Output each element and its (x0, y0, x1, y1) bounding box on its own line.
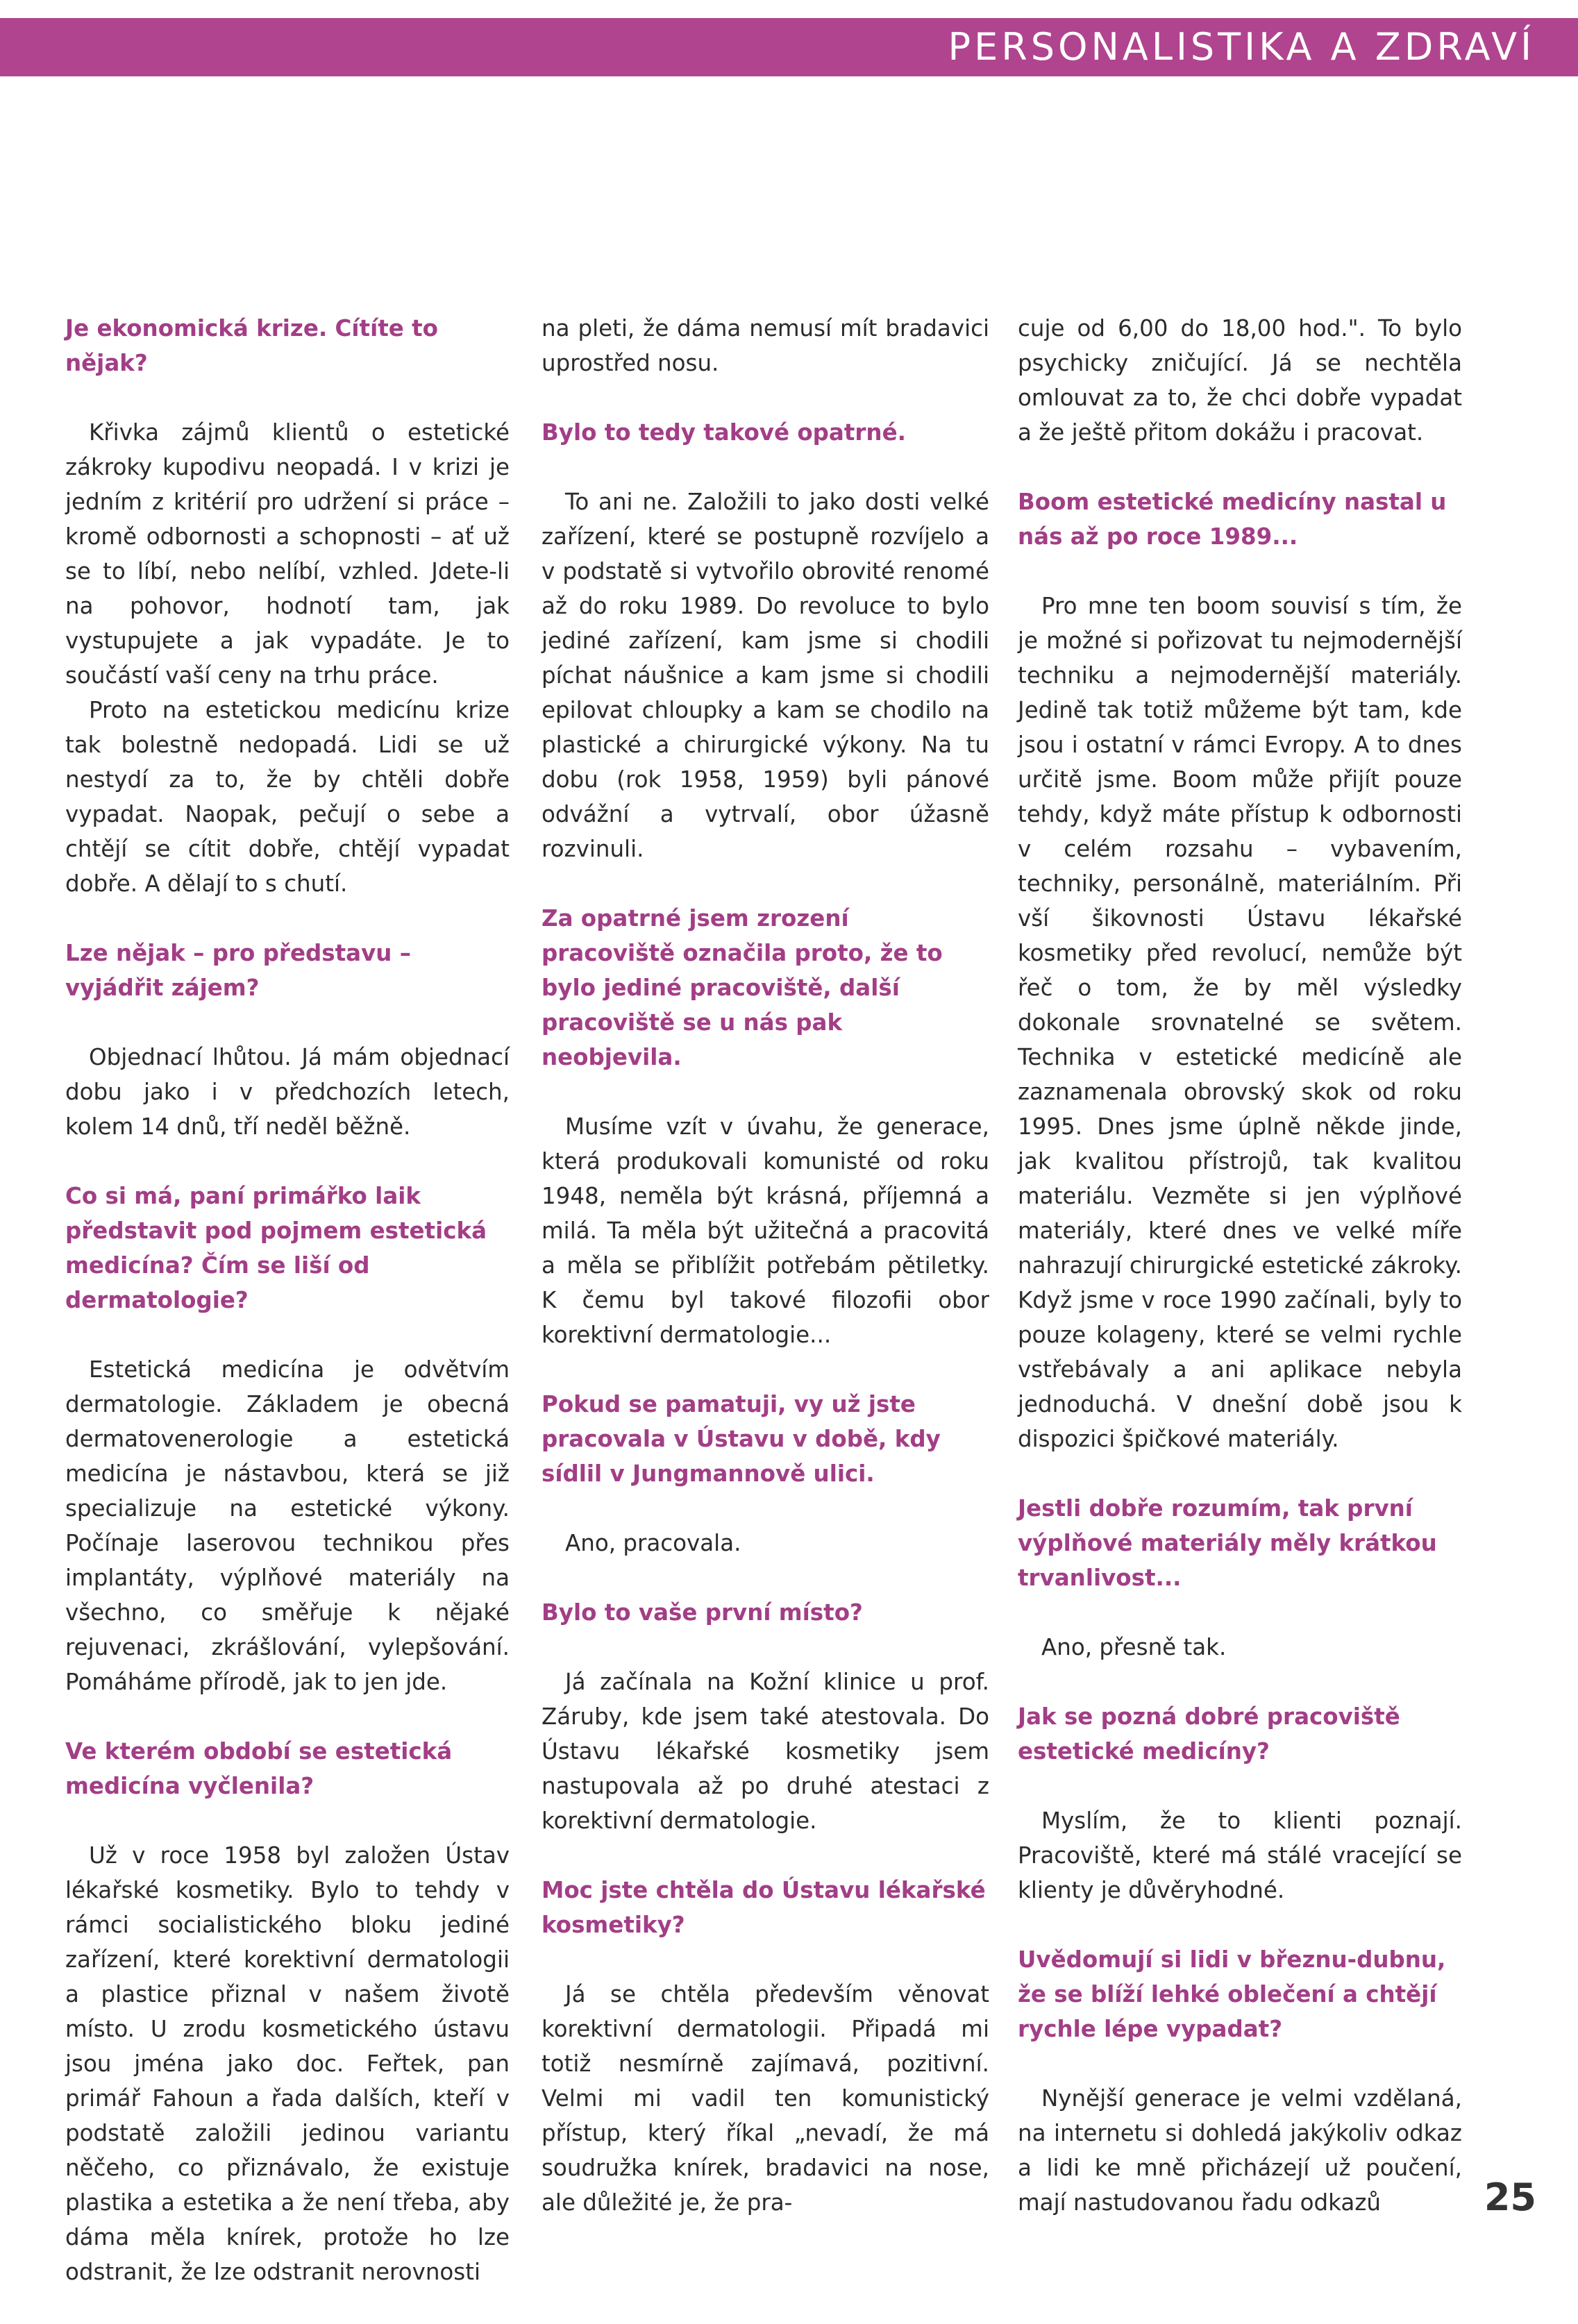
interview-answer (542, 1526, 989, 1560)
answer-paragraph: Myslím, že to klienti poznají. Pracoviště, které má stálé vracející se klienty je důvěryhodné. (1018, 1808, 1462, 1903)
interview-answer (542, 1109, 989, 1352)
answer-paragraph: Objednací lhůtou. Já mám objednací dobu jako i v předchozích letech, kolem 14 dnů, tří neděl běžně. (65, 1044, 510, 1140)
answer-paragraph: Proto na estetickou medicínu krize tak bolestně nedopadá. Lidi se už nestydí za to, že by chtěli dobře vypadat. Naopak, pečují o sebe a chtějí se cítit dobře, chtějí vypadat dobře. A dělají to s chutí. (65, 697, 510, 897)
interview-question: Jak se pozná dobré pracoviště estetické medicíny? (1018, 1703, 1400, 1765)
page-number: 25 (1484, 2175, 1536, 2219)
answer-paragraph: Křivka zájmů klientů o estetické zákroky kupodivu neopadá. I v krizi je jedním z kritérií pro udržení si práce – kromě odbornosti a schopnosti – ať už se to líbí, nebo nelíbí, vzhled. Jdete-li na pohovor, hodnotí tam, jak vystupujete a jak vypadáte. Je to součástí vaší ceny na trhu práce. (65, 419, 510, 689)
interview-answer (1018, 589, 1462, 1456)
section-header-bar (0, 18, 1578, 76)
answer-paragraph: na pleti, že dáma nemusí mít bradavici uprostřed nosu. (542, 315, 989, 376)
interview-answer (65, 1352, 510, 1699)
answer-paragraph: Musíme vzít v úvahu, že generace, která produkovali komunisté od roku 1948, neměla být krásná, příjemná a milá. Ta měla být užitečná a pracovitá a měla se přiblížit potřebám pětiletky. K čemu byl takové filozofii obor korektivní dermatologie... (542, 1113, 989, 1348)
answer-paragraph: Nynější generace je velmi vzdělaná, na internetu si dohledá jakýkoliv odkaz a lidi ke mně přicházejí už poučení, mají nastudovanou řadu odkazů (1018, 2085, 1462, 2216)
answer-paragraph: Estetická medicína je odvětvím dermatologie. Základem je obecná dermatovenerologie a estetická medicína je nástavbou, která se již specializuje na estetické výkony. Počínaje laserovou technikou přes implantáty, výplňové materiály na všechno, co směřuje k nějaké rejuvenaci, zkrášlování, vylepšování. Pomáháme přírodě, jak to jen jde. (65, 1356, 510, 1695)
interview-question: Co si má, paní primářko laik představit pod pojmem estetická medicína? Čím se liší od dermatologie? (65, 1183, 487, 1313)
interview-answer (1018, 1803, 1462, 1908)
interview-question: Boom estetické medicíny nastal u nás až po roce 1989... (1018, 489, 1447, 550)
interview-answer (542, 1977, 989, 2220)
interview-answer (65, 415, 510, 901)
answer-paragraph: Já se chtěla především věnovat korektivní dermatologii. Připadá mi totiž nesmírně zajímavá, pozitivní. Velmi mi vadil ten komunistický přístup, který říkal „nevadí, že má soudružka knírek, bradavici na nose, ale důležité je, že pra- (542, 1981, 989, 2216)
interview-question: Bylo to tedy takové opatrné. (542, 419, 906, 446)
interview-answer (65, 1040, 510, 1144)
interview-answer (542, 485, 989, 866)
section-label: PERSONALISTIKA A ZDRAVÍ (948, 25, 1535, 69)
interview-answer (65, 1838, 510, 2289)
article-column-1 (65, 311, 510, 2324)
answer-paragraph: cuje od 6,00 do 18,00 hod.". To bylo psychicky zničující. Já se nechtěla omlouvat za to, že chci dobře vypadat a že ještě přitom dokážu i pracovat. (1018, 315, 1462, 446)
interview-question: Jestli dobře rozumím, tak první výplňové materiály měly krátkou trvanlivost... (1018, 1495, 1437, 1591)
interview-answer (1018, 1630, 1462, 1665)
interview-answer (1018, 2081, 1462, 2220)
answer-paragraph: Ano, přesně tak. (1041, 1634, 1227, 1660)
interview-answer (542, 1665, 989, 1838)
interview-question: Uvědomují si lidi v březnu-dubnu, že se blíží lehké oblečení a chtějí rychle lépe vypadat? (1018, 1946, 1446, 2042)
interview-question: Moc jste chtěla do Ústavu lékařské kosmetiky? (542, 1877, 986, 1938)
article-column-3 (1018, 311, 1462, 2255)
answer-paragraph: Ano, pracovala. (565, 1530, 741, 1556)
interview-question: Bylo to vaše první místo? (542, 1599, 863, 1626)
article-column-2 (542, 311, 989, 2255)
answer-paragraph: Pro mne ten boom souvisí s tím, že je možné si pořizovat tu nejmodernější techniku a nejmodernější materiály. Jedině tak totiž můžeme být tam, kde jsou i ostatní v rámci Evropy. A to dnes určitě jsme. Boom může přijít pouze tehdy, když máte přístup k odbornosti v celém rozsahu – vybavením, techniky, personálně, materiálním. Při vší šikovnosti Ústavu lékařské kosmetiky před revolucí, nemůže být řeč o tom, že by měl výsledky dokonale srovnatelné se světem. Technika v estetické medicíně ale zaznamenala obrovský skok od roku 1995. Dnes jsme úplně někde jinde, jak kvalitou přístrojů, tak kvalitou materiálu. Vezměte si jen výplňové materiály, které dnes ve velké míře nahrazují chirurgické estetické zákroky. Když jsme v roce 1990 začínali, byly to pouze kolageny, které se velmi rychle vstřebávaly a ani aplikace nebyla jednoduchá. V dnešní době jsou k dispozici špičkové materiály. (1018, 593, 1462, 1452)
answer-paragraph: Už v roce 1958 byl založen Ústav lékařské kosmetiky. Bylo to tehdy v rámci socialistického bloku jediné zařízení, které korektivní dermatologii a plastice přiznal v našem životě místo. U zrodu kosmetického ústavu jsou jména jako doc. Feřtek, pan primář Fahoun a řada dalších, kteří v podstatě založili jedinou variantu něčeho, co přiznávalo, že existuje plastika a estetika a že není třeba, aby dáma měla knírek, protože ho lze odstranit, že lze odstranit nerovnosti (65, 1842, 510, 2285)
interview-answer (542, 311, 989, 380)
interview-question: Lze nějak – pro představu – vyjádřit zájem? (65, 940, 411, 1001)
interview-answer (1018, 311, 1462, 450)
answer-paragraph: To ani ne. Založili to jako dosti velké zařízení, které se postupně rozvíjelo a v podstatě si vytvořilo obrovité renomé až do roku 1989. Do revoluce to bylo jediné zařízení, kam jsme si chodili píchat náušnice a kam jsme si chodili epilovat chloupky a kam se chodilo na plastické a chirurgické výkony. Na tu dobu (rok 1958, 1959) byli pánové odvážní a vytrvalí, obor úžasně rozvinuli. (542, 489, 989, 862)
interview-question: Za opatrné jsem zrození pracoviště označila proto, že to bylo jediné pracoviště, další pracoviště se u nás pak neobjevila. (542, 905, 943, 1070)
answer-paragraph: Já začínala na Kožní klinice u prof. Záruby, kde jsem také atestovala. Do Ústavu lékařské kosmetiky jsem nastupovala až po druhé atestaci z korektivní dermatologie. (542, 1669, 989, 1834)
interview-question: Pokud se pamatuji, vy už jste pracovala v Ústavu v době, kdy sídlil v Jungmannově ulici. (542, 1391, 941, 1487)
interview-question: Ve kterém období se estetická medicína vyčlenila? (65, 1738, 453, 1799)
interview-question: Je ekonomická krize. Cítíte to nějak? (65, 315, 438, 376)
